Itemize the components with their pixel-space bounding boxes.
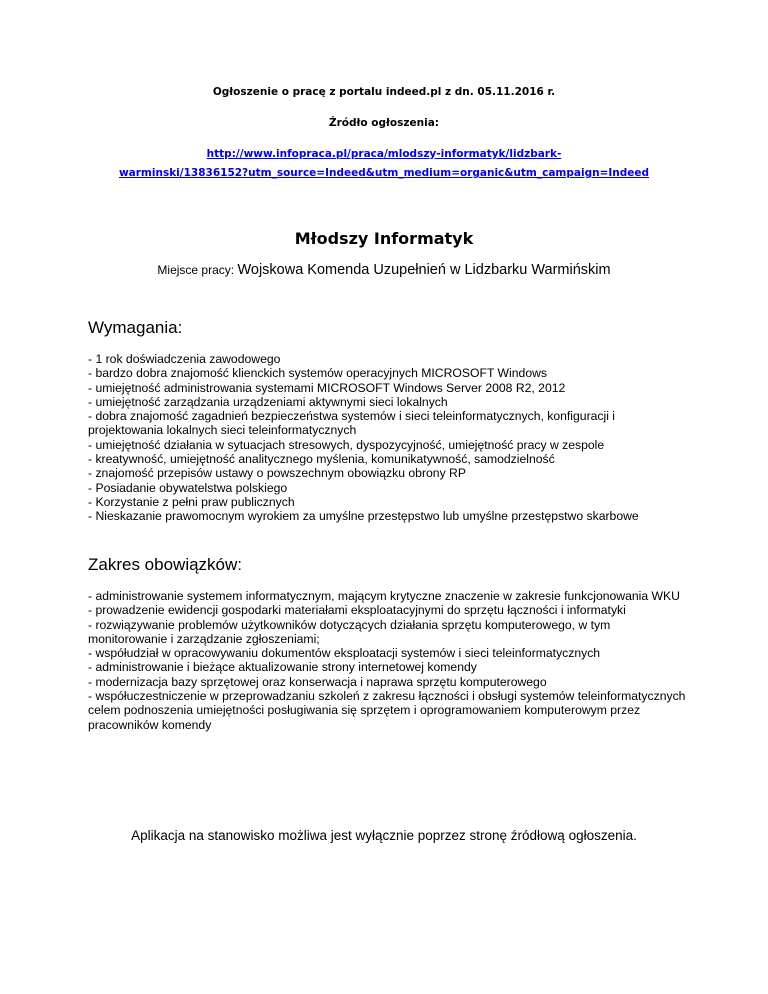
duties-list — [88, 589, 688, 732]
requirements-heading: Wymagania: — [88, 318, 183, 337]
duty-item: - rozwiązywanie problemów użytkowników dotyczących działania sprzętu komputerowego, w tym monitorowanie i zarządzanie zgłoszeniami; — [88, 617, 611, 646]
application-note: Aplikacja na stanowisko możliwa jest wyłącznie poprzez stronę źródłową ogłoszenia. — [131, 828, 637, 843]
requirement-item: - Korzystanie z pełni praw publicznych — [88, 494, 295, 509]
duty-item: - współuczestniczenie w przeprowadzaniu szkoleń z zakresu łączności i obsługi systemów teleinformatycznych celem podnoszenia umiejętności posługiwania się sprzętem i oprogramowaniem komputerowym przez pracowników komendy — [88, 689, 686, 732]
requirement-item: - umiejętność administrowania systemami MICROSOFT Windows Server 2008 R2, 2012 — [88, 380, 566, 395]
duty-item: - współudział w opracowywaniu dokumentów eksploatacji systemów i sieci teleinformatycznych — [88, 646, 601, 661]
requirement-item: - Posiadanie obywatelstwa polskiego — [88, 480, 288, 495]
requirement-item: - znajomość przepisów ustawy o powszechnym obowiązku obrony RP — [88, 466, 466, 481]
requirement-item: - dobra znajomość zagadnień bezpieczeństwa systemów i sieci teleinformatycznych, konfiguracji i projektowania lokalnych sieci teleinformatycznych — [88, 409, 616, 438]
duty-item: - modernizacja bazy sprzętowej oraz konserwacja i naprawa sprzętu komputerowego — [88, 674, 547, 689]
requirement-item: - Nieskazanie prawomocnym wyrokiem za umyślne przestępstwo lub umyślne przestępstwo skarbowe — [88, 509, 639, 524]
requirements-list — [88, 352, 688, 524]
requirement-item: - bardzo dobra znajomość klienckich systemów operacyjnych MICROSOFT Windows — [88, 366, 547, 381]
workplace-line — [0, 262, 768, 278]
requirement-item: - 1 rok doświadczenia zawodowego — [88, 352, 281, 366]
duty-item: - prowadzenie ewidencji gospodarki materiałami eksploatacyjnymi do sprzętu łączności i informatyki — [88, 603, 626, 618]
duty-item: - administrowanie i bieżące aktualizowanie strony internetowej komendy — [88, 660, 477, 675]
document-header-title: Ogłoszenie o pracę z portalu indeed.pl z dn. 05.11.2016 r. — [212, 86, 556, 98]
duty-item: - administrowanie systemem informatycznym, mającym krytyczne znaczenie w zakresie funkcjonowania WKU — [88, 589, 680, 603]
requirement-item: - umiejętność działania w sytuacjach stresowych, dyspozycyjność, umiejętność pracy w zespole — [88, 437, 605, 452]
requirement-item: - umiejętność zarządzania urządzeniami aktywnymi sieci lokalnych — [88, 394, 448, 409]
job-title: Młodszy Informatyk — [294, 229, 474, 248]
source-link-line-1[interactable]: http://www.infopraca.pl/praca/mlodszy-informatyk/lidzbark- — [206, 148, 562, 160]
workplace-value: Wojskowa Komenda Uzupełnień w Lidzbarku Warmińskim — [237, 262, 611, 278]
workplace-label: Miejsce pracy: — [157, 263, 235, 277]
source-label: Źródło ogłoszenia: — [329, 117, 439, 129]
requirement-item: - kreatywność, umiejętność analitycznego myślenia, komunikatywność, samodzielność — [88, 452, 555, 467]
duties-heading: Zakres obowiązków: — [88, 555, 243, 574]
source-link-line-2[interactable]: warminski/13836152?utm_source=Indeed&utm_medium=organic&utm_campaign=Indeed — [118, 167, 650, 179]
